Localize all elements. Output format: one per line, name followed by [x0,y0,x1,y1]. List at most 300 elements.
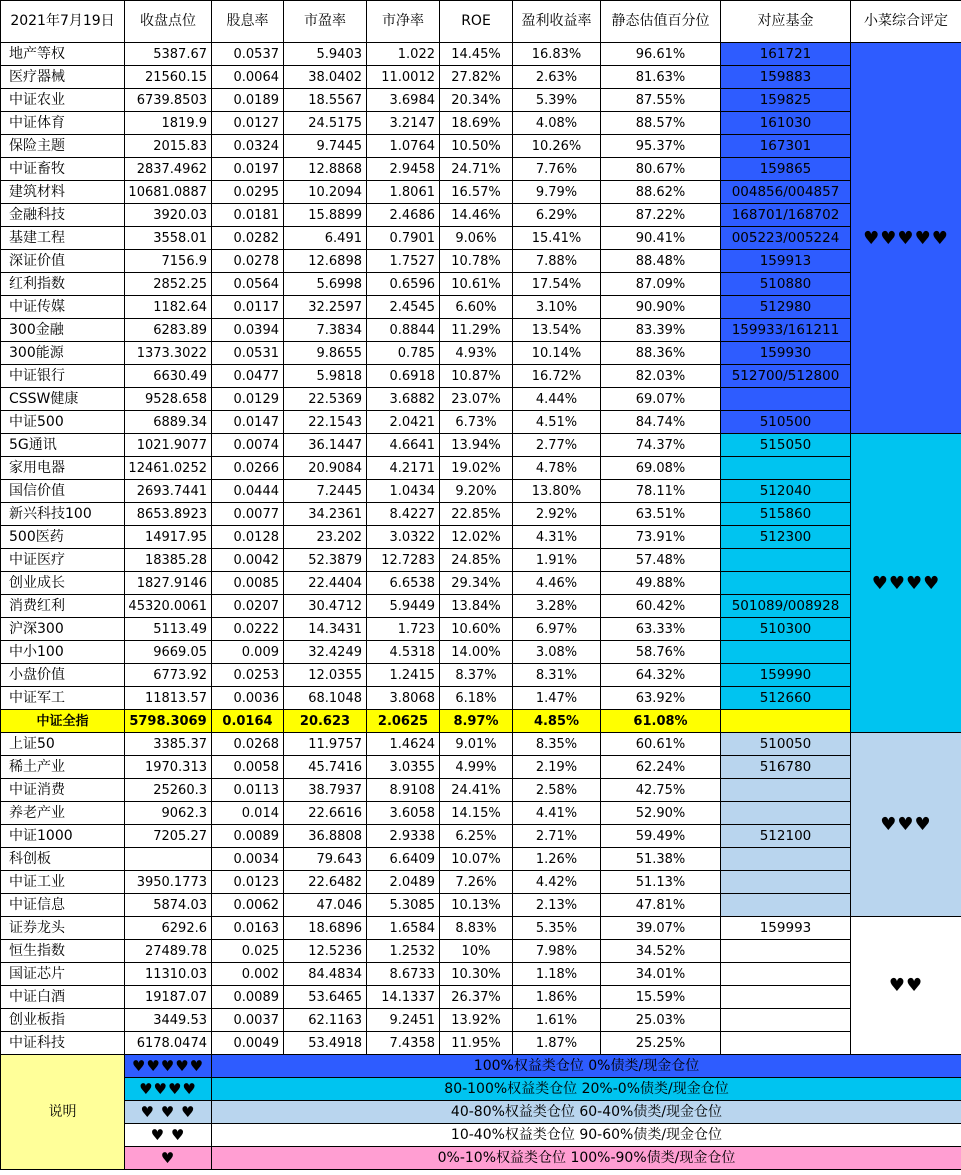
dividend-cell[interactable]: 0.0123 [212,871,284,894]
earnings-yield-cell[interactable]: 15.41% [513,227,601,250]
dividend-cell[interactable]: 0.0181 [212,204,284,227]
pb-cell[interactable]: 1.022 [367,43,440,66]
pb-cell[interactable]: 2.0625 [367,710,440,733]
fund-code-cell[interactable]: 004856/004857 [721,181,851,204]
earnings-yield-cell[interactable]: 1.18% [513,963,601,986]
roe-cell[interactable]: 10.50% [440,135,513,158]
fund-code-cell[interactable] [721,848,851,871]
index-name-cell[interactable]: 恒生指数 [1,940,125,963]
pb-cell[interactable]: 3.8068 [367,687,440,710]
earnings-yield-cell[interactable]: 2.92% [513,503,601,526]
close-cell[interactable]: 6739.8503 [125,89,212,112]
percentile-cell[interactable]: 64.32% [601,664,721,687]
earnings-yield-cell[interactable]: 2.77% [513,434,601,457]
close-cell[interactable]: 5874.03 [125,894,212,917]
earnings-yield-cell[interactable]: 7.98% [513,940,601,963]
percentile-cell[interactable]: 87.09% [601,273,721,296]
dividend-cell[interactable]: 0.0531 [212,342,284,365]
close-cell[interactable]: 6178.0474 [125,1032,212,1055]
fund-code-cell[interactable]: 510050 [721,733,851,756]
pe-cell[interactable]: 5.9818 [284,365,367,388]
earnings-yield-cell[interactable]: 17.54% [513,273,601,296]
percentile-cell[interactable]: 34.01% [601,963,721,986]
close-cell[interactable]: 2015.83 [125,135,212,158]
earnings-yield-cell[interactable]: 16.72% [513,365,601,388]
roe-cell[interactable]: 13.92% [440,1009,513,1032]
percentile-cell[interactable]: 34.52% [601,940,721,963]
pe-cell[interactable]: 36.1447 [284,434,367,457]
roe-cell[interactable]: 7.26% [440,871,513,894]
fund-code-cell[interactable]: 512700/512800 [721,365,851,388]
dividend-cell[interactable]: 0.0089 [212,825,284,848]
percentile-cell[interactable]: 80.67% [601,158,721,181]
earnings-yield-cell[interactable]: 4.51% [513,411,601,434]
pe-cell[interactable]: 36.8808 [284,825,367,848]
roe-cell[interactable]: 14.00% [440,641,513,664]
dividend-cell[interactable]: 0.0113 [212,779,284,802]
fund-code-cell[interactable]: 167301 [721,135,851,158]
pe-cell[interactable]: 12.6898 [284,250,367,273]
pb-cell[interactable]: 4.2171 [367,457,440,480]
fund-code-cell[interactable]: 168701/168702 [721,204,851,227]
fund-code-cell[interactable] [721,963,851,986]
fund-code-cell[interactable]: 515050 [721,434,851,457]
roe-cell[interactable]: 27.82% [440,66,513,89]
index-name-cell[interactable]: 深证价值 [1,250,125,273]
pe-cell[interactable]: 15.8899 [284,204,367,227]
roe-cell[interactable]: 6.25% [440,825,513,848]
index-name-cell[interactable]: 建筑材料 [1,181,125,204]
dividend-cell[interactable]: 0.0127 [212,112,284,135]
earnings-yield-cell[interactable]: 9.79% [513,181,601,204]
close-cell[interactable]: 6630.49 [125,365,212,388]
close-cell[interactable]: 21560.15 [125,66,212,89]
percentile-cell[interactable]: 51.13% [601,871,721,894]
fund-code-cell[interactable] [721,986,851,1009]
pe-cell[interactable]: 11.9757 [284,733,367,756]
close-cell[interactable]: 9062.3 [125,802,212,825]
roe-cell[interactable]: 10.87% [440,365,513,388]
percentile-cell[interactable]: 82.03% [601,365,721,388]
pb-cell[interactable]: 6.6409 [367,848,440,871]
index-name-cell[interactable]: 中证农业 [1,89,125,112]
index-name-cell[interactable]: 中证消费 [1,779,125,802]
close-cell[interactable]: 18385.28 [125,549,212,572]
earnings-yield-cell[interactable]: 3.28% [513,595,601,618]
percentile-cell[interactable]: 96.61% [601,43,721,66]
percentile-cell[interactable]: 49.88% [601,572,721,595]
fund-code-cell[interactable]: 161721 [721,43,851,66]
pb-cell[interactable]: 1.0434 [367,480,440,503]
percentile-cell[interactable]: 57.48% [601,549,721,572]
header-pe[interactable]: 市盈率 [284,1,367,43]
earnings-yield-cell[interactable]: 1.61% [513,1009,601,1032]
index-name-cell[interactable]: 500医药 [1,526,125,549]
earnings-yield-cell[interactable]: 5.35% [513,917,601,940]
fund-code-cell[interactable]: 159883 [721,66,851,89]
index-name-cell[interactable]: 中证信息 [1,894,125,917]
roe-cell[interactable]: 13.84% [440,595,513,618]
close-cell[interactable]: 11310.03 [125,963,212,986]
earnings-yield-cell[interactable]: 4.41% [513,802,601,825]
dividend-cell[interactable]: 0.0324 [212,135,284,158]
header-dividend[interactable]: 股息率 [212,1,284,43]
percentile-cell[interactable]: 87.55% [601,89,721,112]
index-name-cell[interactable]: CSSW健康 [1,388,125,411]
close-cell[interactable]: 6292.6 [125,917,212,940]
roe-cell[interactable]: 29.34% [440,572,513,595]
pb-cell[interactable]: 3.6882 [367,388,440,411]
pe-cell[interactable]: 53.6465 [284,986,367,1009]
close-cell[interactable]: 2837.4962 [125,158,212,181]
roe-cell[interactable]: 10.13% [440,894,513,917]
percentile-cell[interactable]: 84.74% [601,411,721,434]
pb-cell[interactable]: 3.0322 [367,526,440,549]
percentile-cell[interactable]: 39.07% [601,917,721,940]
pe-cell[interactable]: 47.046 [284,894,367,917]
index-name-cell[interactable]: 中证全指 [1,710,125,733]
index-name-cell[interactable]: 红利指数 [1,273,125,296]
pe-cell[interactable]: 12.0355 [284,664,367,687]
pb-cell[interactable]: 12.7283 [367,549,440,572]
percentile-cell[interactable]: 47.81% [601,894,721,917]
roe-cell[interactable]: 24.85% [440,549,513,572]
header-roe[interactable]: ROE [440,1,513,43]
percentile-cell[interactable]: 59.49% [601,825,721,848]
pb-cell[interactable]: 9.2451 [367,1009,440,1032]
fund-code-cell[interactable] [721,1009,851,1032]
header-earnings-yield[interactable]: 盈利收益率 [513,1,601,43]
close-cell[interactable]: 7205.27 [125,825,212,848]
index-name-cell[interactable]: 中证传媒 [1,296,125,319]
index-name-cell[interactable]: 科创板 [1,848,125,871]
pb-cell[interactable]: 5.9449 [367,595,440,618]
earnings-yield-cell[interactable]: 10.14% [513,342,601,365]
close-cell[interactable]: 1021.9077 [125,434,212,457]
pb-cell[interactable]: 1.7527 [367,250,440,273]
index-name-cell[interactable]: 中证畜牧 [1,158,125,181]
earnings-yield-cell[interactable]: 2.71% [513,825,601,848]
pb-cell[interactable]: 4.6641 [367,434,440,457]
pe-cell[interactable]: 62.1163 [284,1009,367,1032]
fund-code-cell[interactable]: 159913 [721,250,851,273]
fund-code-cell[interactable] [721,1032,851,1055]
close-cell[interactable]: 3449.53 [125,1009,212,1032]
fund-code-cell[interactable] [721,457,851,480]
roe-cell[interactable]: 8.37% [440,664,513,687]
percentile-cell[interactable]: 60.42% [601,595,721,618]
close-cell[interactable]: 25260.3 [125,779,212,802]
pb-cell[interactable]: 2.4545 [367,296,440,319]
close-cell[interactable]: 1373.3022 [125,342,212,365]
pe-cell[interactable]: 10.2094 [284,181,367,204]
percentile-cell[interactable]: 88.48% [601,250,721,273]
roe-cell[interactable]: 14.15% [440,802,513,825]
index-name-cell[interactable]: 中证科技 [1,1032,125,1055]
dividend-cell[interactable]: 0.014 [212,802,284,825]
index-name-cell[interactable]: 国信价值 [1,480,125,503]
header-rating[interactable]: 小菜综合评定 [851,1,961,43]
fund-code-cell[interactable]: 516780 [721,756,851,779]
pb-cell[interactable]: 4.5318 [367,641,440,664]
percentile-cell[interactable]: 25.03% [601,1009,721,1032]
earnings-yield-cell[interactable]: 4.31% [513,526,601,549]
fund-code-cell[interactable] [721,641,851,664]
earnings-yield-cell[interactable]: 13.54% [513,319,601,342]
dividend-cell[interactable]: 0.0394 [212,319,284,342]
pe-cell[interactable]: 9.7445 [284,135,367,158]
earnings-yield-cell[interactable]: 1.87% [513,1032,601,1055]
pb-cell[interactable]: 14.1337 [367,986,440,1009]
fund-code-cell[interactable]: 159865 [721,158,851,181]
dividend-cell[interactable]: 0.0085 [212,572,284,595]
pb-cell[interactable]: 8.6733 [367,963,440,986]
fund-code-cell[interactable] [721,388,851,411]
dividend-cell[interactable]: 0.0266 [212,457,284,480]
roe-cell[interactable]: 14.45% [440,43,513,66]
pe-cell[interactable]: 84.4834 [284,963,367,986]
pe-cell[interactable]: 9.8655 [284,342,367,365]
pb-cell[interactable]: 1.0764 [367,135,440,158]
close-cell[interactable]: 7156.9 [125,250,212,273]
pb-cell[interactable]: 0.785 [367,342,440,365]
header-pb[interactable]: 市净率 [367,1,440,43]
pb-cell[interactable]: 5.3085 [367,894,440,917]
earnings-yield-cell[interactable]: 16.83% [513,43,601,66]
pb-cell[interactable]: 2.0489 [367,871,440,894]
roe-cell[interactable]: 19.02% [440,457,513,480]
pb-cell[interactable]: 1.2415 [367,664,440,687]
roe-cell[interactable]: 4.99% [440,756,513,779]
roe-cell[interactable]: 10% [440,940,513,963]
percentile-cell[interactable]: 87.22% [601,204,721,227]
pe-cell[interactable]: 5.9403 [284,43,367,66]
pb-cell[interactable]: 1.8061 [367,181,440,204]
earnings-yield-cell[interactable]: 7.88% [513,250,601,273]
earnings-yield-cell[interactable]: 8.35% [513,733,601,756]
pb-cell[interactable]: 1.6584 [367,917,440,940]
fund-code-cell[interactable]: 510500 [721,411,851,434]
close-cell[interactable]: 1827.9146 [125,572,212,595]
close-cell[interactable]: 1182.64 [125,296,212,319]
index-name-cell[interactable]: 保险主题 [1,135,125,158]
pe-cell[interactable]: 32.4249 [284,641,367,664]
roe-cell[interactable]: 12.02% [440,526,513,549]
dividend-cell[interactable]: 0.025 [212,940,284,963]
percentile-cell[interactable]: 51.38% [601,848,721,871]
roe-cell[interactable]: 22.85% [440,503,513,526]
pb-cell[interactable]: 8.9108 [367,779,440,802]
fund-code-cell[interactable]: 512040 [721,480,851,503]
pe-cell[interactable]: 5.6998 [284,273,367,296]
index-name-cell[interactable]: 中证军工 [1,687,125,710]
percentile-cell[interactable]: 88.36% [601,342,721,365]
index-name-cell[interactable]: 中证医疗 [1,549,125,572]
header-fund[interactable]: 对应基金 [721,1,851,43]
roe-cell[interactable]: 8.97% [440,710,513,733]
dividend-cell[interactable]: 0.0268 [212,733,284,756]
fund-code-cell[interactable] [721,779,851,802]
earnings-yield-cell[interactable]: 1.47% [513,687,601,710]
pe-cell[interactable]: 12.8868 [284,158,367,181]
fund-code-cell[interactable]: 159933/161211 [721,319,851,342]
roe-cell[interactable]: 13.94% [440,434,513,457]
fund-code-cell[interactable]: 159930 [721,342,851,365]
dividend-cell[interactable]: 0.0295 [212,181,284,204]
pb-cell[interactable]: 2.9338 [367,825,440,848]
index-name-cell[interactable]: 稀土产业 [1,756,125,779]
pe-cell[interactable]: 20.9084 [284,457,367,480]
pe-cell[interactable]: 34.2361 [284,503,367,526]
pb-cell[interactable]: 7.4358 [367,1032,440,1055]
fund-code-cell[interactable] [721,549,851,572]
fund-code-cell[interactable]: 515860 [721,503,851,526]
close-cell[interactable]: 27489.78 [125,940,212,963]
pb-cell[interactable]: 3.6984 [367,89,440,112]
pb-cell[interactable]: 2.4686 [367,204,440,227]
dividend-cell[interactable]: 0.0444 [212,480,284,503]
dividend-cell[interactable]: 0.0129 [212,388,284,411]
percentile-cell[interactable]: 78.11% [601,480,721,503]
pe-cell[interactable]: 6.491 [284,227,367,250]
index-name-cell[interactable]: 中证1000 [1,825,125,848]
roe-cell[interactable]: 10.78% [440,250,513,273]
roe-cell[interactable]: 26.37% [440,986,513,1009]
roe-cell[interactable]: 11.29% [440,319,513,342]
index-name-cell[interactable]: 上证50 [1,733,125,756]
roe-cell[interactable]: 10.61% [440,273,513,296]
roe-cell[interactable]: 10.30% [440,963,513,986]
roe-cell[interactable]: 9.06% [440,227,513,250]
fund-code-cell[interactable]: 512980 [721,296,851,319]
pe-cell[interactable]: 30.4712 [284,595,367,618]
close-cell[interactable] [125,848,212,871]
close-cell[interactable]: 10681.0887 [125,181,212,204]
dividend-cell[interactable]: 0.0222 [212,618,284,641]
close-cell[interactable]: 5387.67 [125,43,212,66]
index-name-cell[interactable]: 中小100 [1,641,125,664]
dividend-cell[interactable]: 0.0049 [212,1032,284,1055]
roe-cell[interactable]: 23.07% [440,388,513,411]
index-name-cell[interactable]: 300金融 [1,319,125,342]
index-name-cell[interactable]: 金融科技 [1,204,125,227]
pe-cell[interactable]: 14.3431 [284,618,367,641]
header-close[interactable]: 收盘点位 [125,1,212,43]
earnings-yield-cell[interactable]: 4.42% [513,871,601,894]
index-name-cell[interactable]: 5G通讯 [1,434,125,457]
pe-cell[interactable]: 23.202 [284,526,367,549]
earnings-yield-cell[interactable]: 6.97% [513,618,601,641]
dividend-cell[interactable]: 0.0117 [212,296,284,319]
pe-cell[interactable]: 22.6616 [284,802,367,825]
dividend-cell[interactable]: 0.0128 [212,526,284,549]
pe-cell[interactable]: 18.5567 [284,89,367,112]
index-name-cell[interactable]: 新兴科技100 [1,503,125,526]
index-name-cell[interactable]: 中证白酒 [1,986,125,1009]
dividend-cell[interactable]: 0.0253 [212,664,284,687]
dividend-cell[interactable]: 0.0042 [212,549,284,572]
roe-cell[interactable]: 16.57% [440,181,513,204]
fund-code-cell[interactable]: 159825 [721,89,851,112]
fund-code-cell[interactable]: 005223/005224 [721,227,851,250]
percentile-cell[interactable]: 61.08% [601,710,721,733]
percentile-cell[interactable]: 52.90% [601,802,721,825]
percentile-cell[interactable]: 83.39% [601,319,721,342]
pb-cell[interactable]: 11.0012 [367,66,440,89]
dividend-cell[interactable]: 0.002 [212,963,284,986]
close-cell[interactable]: 1970.313 [125,756,212,779]
earnings-yield-cell[interactable]: 2.19% [513,756,601,779]
rating-cell[interactable]: ♥♥♥♥♥ [851,43,961,434]
earnings-yield-cell[interactable]: 1.26% [513,848,601,871]
fund-code-cell[interactable]: 512100 [721,825,851,848]
pe-cell[interactable]: 52.3879 [284,549,367,572]
close-cell[interactable]: 3558.01 [125,227,212,250]
close-cell[interactable]: 45320.0061 [125,595,212,618]
percentile-cell[interactable]: 90.41% [601,227,721,250]
index-name-cell[interactable]: 证券龙头 [1,917,125,940]
dividend-cell[interactable]: 0.0197 [212,158,284,181]
pb-cell[interactable]: 1.723 [367,618,440,641]
dividend-cell[interactable]: 0.0282 [212,227,284,250]
index-name-cell[interactable]: 基建工程 [1,227,125,250]
pb-cell[interactable]: 8.4227 [367,503,440,526]
close-cell[interactable]: 11813.57 [125,687,212,710]
roe-cell[interactable]: 24.71% [440,158,513,181]
close-cell[interactable]: 5798.3069 [125,710,212,733]
roe-cell[interactable]: 8.83% [440,917,513,940]
index-name-cell[interactable]: 中证工业 [1,871,125,894]
index-name-cell[interactable]: 300能源 [1,342,125,365]
percentile-cell[interactable]: 15.59% [601,986,721,1009]
close-cell[interactable]: 9528.658 [125,388,212,411]
index-name-cell[interactable]: 地产等权 [1,43,125,66]
pb-cell[interactable]: 0.7901 [367,227,440,250]
earnings-yield-cell[interactable]: 4.85% [513,710,601,733]
earnings-yield-cell[interactable]: 4.46% [513,572,601,595]
percentile-cell[interactable]: 58.76% [601,641,721,664]
close-cell[interactable]: 3950.1773 [125,871,212,894]
fund-code-cell[interactable]: 512660 [721,687,851,710]
pb-cell[interactable]: 3.2147 [367,112,440,135]
roe-cell[interactable]: 9.01% [440,733,513,756]
percentile-cell[interactable]: 74.37% [601,434,721,457]
roe-cell[interactable]: 4.93% [440,342,513,365]
dividend-cell[interactable]: 0.0163 [212,917,284,940]
roe-cell[interactable]: 9.20% [440,480,513,503]
roe-cell[interactable]: 14.46% [440,204,513,227]
dividend-cell[interactable]: 0.0207 [212,595,284,618]
fund-code-cell[interactable] [721,710,851,733]
pe-cell[interactable]: 38.0402 [284,66,367,89]
pe-cell[interactable]: 12.5236 [284,940,367,963]
earnings-yield-cell[interactable]: 7.76% [513,158,601,181]
dividend-cell[interactable]: 0.0036 [212,687,284,710]
close-cell[interactable]: 8653.8923 [125,503,212,526]
pb-cell[interactable]: 3.6058 [367,802,440,825]
close-cell[interactable]: 2852.25 [125,273,212,296]
earnings-yield-cell[interactable]: 3.08% [513,641,601,664]
earnings-yield-cell[interactable]: 1.91% [513,549,601,572]
dividend-cell[interactable]: 0.0064 [212,66,284,89]
index-name-cell[interactable]: 小盘价值 [1,664,125,687]
dividend-cell[interactable]: 0.0147 [212,411,284,434]
earnings-yield-cell[interactable]: 10.26% [513,135,601,158]
pe-cell[interactable]: 22.5369 [284,388,367,411]
earnings-yield-cell[interactable]: 13.80% [513,480,601,503]
pb-cell[interactable]: 1.2532 [367,940,440,963]
pe-cell[interactable]: 20.623 [284,710,367,733]
